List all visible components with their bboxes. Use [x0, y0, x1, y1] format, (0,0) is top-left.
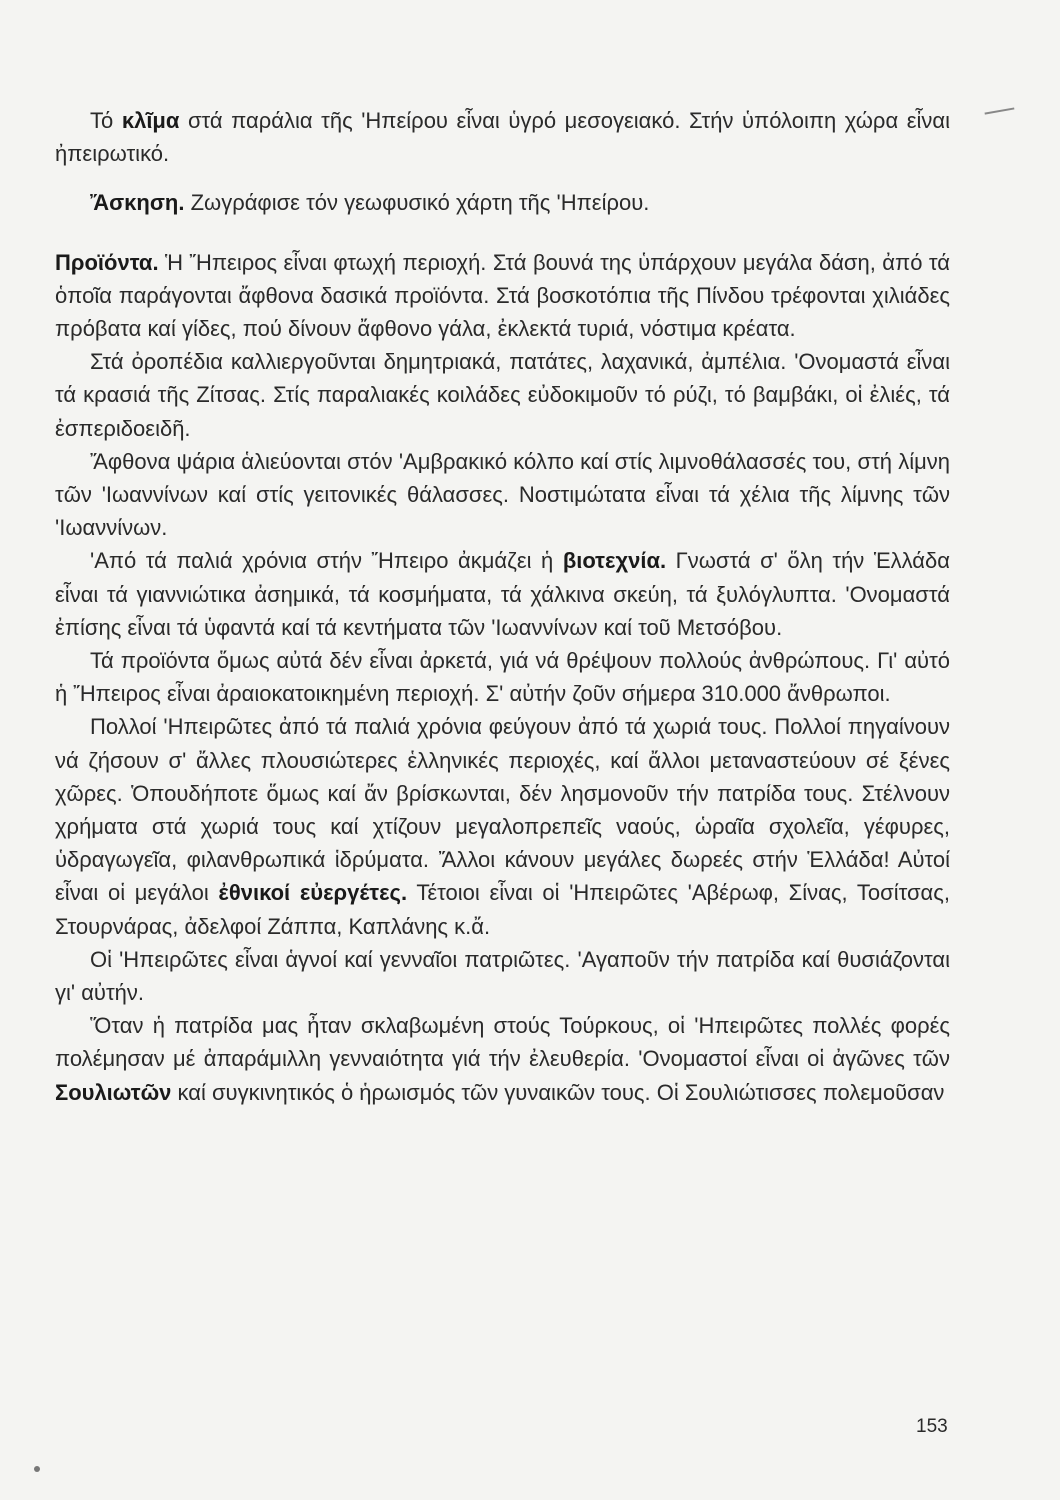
- paragraph-crafts: 'Από τά παλιά χρόνια στήν Ἤπειρο ἀκμάζει ἡ βιοτεχνία. Γνωστά σ' ὅλη τήν Ἑλλάδα εἶναι τά γιαννιώτικα ἀσημικά, τά κοσμήματα, τά χάλκινα σκεύη, τά ξυλόγλυπτα. 'Ονομαστά ἐπίσης εἶναι τά ὑφαντά καί τά κεντήματα τῶν 'Ιωαννίνων καί τοῦ Μετσόβου.: [55, 548, 950, 640]
- paragraph-population: Τά προϊόντα ὅμως αὐτά δέν εἶναι ἀρκετά, γιά νά θρέψουν πολλούς ἀνθρώπους. Γι' αὐτό ἡ Ἤπειρος εἶναι ἀραιοκατοικημένη περιοχή. Σ' αὐτήν ζοῦν σήμερα 310.000 ἄνθρωποι.: [55, 648, 950, 707]
- pencil-mark: [985, 107, 1016, 120]
- ink-dot: [34, 1466, 40, 1472]
- paragraph-fish: Ἄφθονα ψάρια ἁλιεύονται στόν 'Αμβρακικό κόλπο καί στίς λιμνοθάλασσές του, στή λίμνη τῶν 'Ιωαννίνων καί στίς γειτονικές θάλασσες. Νοστιμώτατα εἶναι τά χέλια τῆς λίμνης τῶν 'Ιωαννίνων.: [55, 448, 950, 541]
- exercise-label: Ἄσκηση.: [90, 190, 185, 216]
- products-heading: Προϊόντα.: [55, 249, 159, 275]
- paragraph-products: Προϊόντα. Ἡ Ἤπειρος εἶναι φτωχή περιοχή. Στά βουνά της ὑπάρχουν μεγάλα δάση, ἀπό τά ὁποῖα παράγονται ἄφθονα δασικά προϊόντα. Στά βοσκοτόπια τῆς Πίνδου τρέφονται χιλιάδες πρόβατα καί γίδες, πού δίνουν ἄφθονο γάλα, ἐκλεκτά τυριά, νόστιμα κρέατα.: [55, 249, 950, 342]
- paragraph-exercise: Ἄσκηση. Ζωγράφισε τόν γεωφυσικό χάρτη τῆς 'Ηπείρου.: [90, 190, 650, 216]
- term-souliotes: Σουλιωτῶν: [55, 1079, 172, 1105]
- paragraph-patriots: Οἱ 'Ηπειρῶτες εἶναι ἁγνοί καί γενναῖοι πατριῶτες. 'Αγαποῦν τήν πατρίδα καί θυσιάζονται γι' αὐτήν.: [55, 946, 950, 1006]
- page-number: 153: [916, 1416, 948, 1437]
- paragraph-climate: Τό κλῖμα στά παράλια τῆς 'Ηπείρου εἶναι ὑγρό μεσογειακό. Στήν ὑπόλοιπη χώρα εἶναι ἠπειρωτικό.: [55, 108, 951, 167]
- page-text: [55, 104, 950, 1109]
- paragraph-plateaus: Στά ὀροπέδια καλλιεργοῦνται δημητριακά, πατάτες, λαχανικά, ἀμπέλια. 'Ονομαστά εἶναι τά κρασιά τῆς Ζίτσας. Στίς παραλιακές κοιλάδες εὐδοκιμοῦν τό ρύζι, τό βαμβάκι, οἱ ἐλιές, τά ἐσπεριδοειδῆ.: [55, 349, 950, 441]
- term-craft: βιοτεχνία.: [562, 548, 667, 574]
- term-klima: κλῖμα: [121, 108, 180, 133]
- paragraph-souliotes: Ὅταν ἡ πατρίδα μας ἦταν σκλαβωμένη στούς Τούρκους, οἱ 'Ηπειρῶτες πολλές φορές πολέμησαν μέ ἀπαράμιλλη γενναιότητα γιά τήν ἐλευθερία. 'Ονομαστοί εἶναι οἱ ἀγῶνες τῶν Σουλιωτῶν καί συγκινητικός ὁ ἡρωισμός τῶν γυναικῶν τους. Οἱ Σουλιώτισσες πολεμοῦσαν: [55, 1013, 950, 1105]
- paragraph-emigrants: Πολλοί 'Ηπειρῶτες ἀπό τά παλιά χρόνια φεύγουν ἀπό τά χωριά τους. Πολλοί πηγαίνουν νά ζήσουν σ' ἄλλες πλουσιώτερες ἑλληνικές περιοχές, καί ἄλλοι μεταναστεύουν σέ ξένες χῶρες. Ὁπουδήποτε ὅμως καί ἄν βρίσκωνται, δέν λησμονοῦν τήν πατρίδα τους. Στέλνουν χρήματα στά χωριά τους καί χτίζουν μεγαλοπρεπεῖς ναούς, ὡραῖα σχολεῖα, γέφυρες, ὑδραγωγεῖα, φιλανθρωπικά ἱδρύματα. Ἄλλοι κάνουν μεγάλες δωρεές στήν Ἑλλάδα! Αὐτοί εἶναι οἱ μεγάλοι ἐθνικοί εὐεργέτες. Τέτοιοι εἶναι οἱ 'Ηπειρῶτες 'Αβέρωφ, Σίνας, Τοσίτσας, Στουρνάρας, ἀδελφοί Ζάππα, Καπλάνης κ.ἄ.: [55, 714, 950, 939]
- term-benefactors: ἐθνικοί εὐεργέτες.: [218, 880, 408, 906]
